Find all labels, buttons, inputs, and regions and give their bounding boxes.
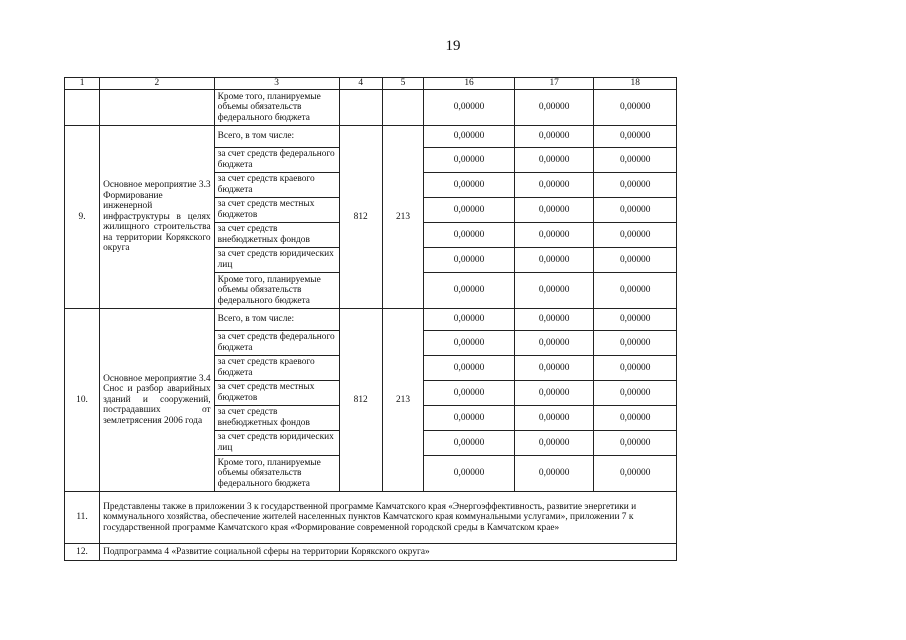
funding-source-cell: Всего, в том числе: <box>214 309 339 331</box>
value-cell-17: 0,00000 <box>514 406 593 431</box>
value-cell-18: 0,00000 <box>594 406 677 431</box>
empty-cell <box>382 90 423 126</box>
activity-description: Основное мероприятие 3.3 Формирование инженерной инфраструктуры в целях жилищного строительства на территории Корякского округа <box>100 126 215 309</box>
header-cell: 5 <box>382 78 423 90</box>
value-cell-16: 0,00000 <box>424 331 515 356</box>
budget-table <box>64 77 677 561</box>
value-cell-17: 0,00000 <box>514 173 593 198</box>
value-cell-16: 0,00000 <box>424 126 515 148</box>
table-row <box>65 309 677 331</box>
funding-source-cell: за счет средств федерального бюджета <box>214 331 339 356</box>
funding-source-cell: за счет средств юридических лиц <box>214 431 339 456</box>
value-cell-17: 0,00000 <box>514 126 593 148</box>
value-cell-17: 0,00000 <box>514 331 593 356</box>
funding-source-cell: за счет средств местных бюджетов <box>214 381 339 406</box>
value-cell-17: 0,00000 <box>514 309 593 331</box>
value-cell-16: 0,00000 <box>424 198 515 223</box>
row-number: 9. <box>65 126 100 309</box>
value-cell-16: 0,00000 <box>424 90 515 126</box>
row-number: 11. <box>65 492 100 544</box>
value-cell-18: 0,00000 <box>594 381 677 406</box>
value-cell-16: 0,00000 <box>424 148 515 173</box>
page-number: 19 <box>445 38 461 54</box>
value-cell-17: 0,00000 <box>514 456 593 492</box>
value-cell-17: 0,00000 <box>514 148 593 173</box>
header-cell: 3 <box>214 78 339 90</box>
funding-source-cell: за счет средств краевого бюджета <box>214 356 339 381</box>
row-number: 12. <box>65 544 100 561</box>
table-row <box>65 544 677 561</box>
spanning-text-cell: Представлены также в приложении 3 к государственной программе Камчатского края «Энергоэффективность, развитие энергетики и коммунального хозяйства, обеспечение жителей населенных пунктов Камчатского края коммунальными услугами», приложении 7 к государственной программе Камчатского края «Формирование современной городской среды в Камчатском крае» <box>100 492 677 544</box>
value-cell-17: 0,00000 <box>514 273 593 309</box>
value-cell-16: 0,00000 <box>424 406 515 431</box>
value-cell-16: 0,00000 <box>424 248 515 273</box>
activity-description: Основное мероприятие 3.4 Снос и разбор аварийных зданий и сооружений, пострадавших от землетрясения 2006 года <box>100 309 215 492</box>
value-cell-18: 0,00000 <box>594 431 677 456</box>
value-cell-18: 0,00000 <box>594 173 677 198</box>
value-cell-18: 0,00000 <box>594 223 677 248</box>
value-cell-18: 0,00000 <box>594 273 677 309</box>
funding-source-cell: за счет средств юридических лиц <box>214 248 339 273</box>
value-cell-18: 0,00000 <box>594 309 677 331</box>
value-cell-16: 0,00000 <box>424 456 515 492</box>
code-cell-5: 213 <box>382 126 423 309</box>
table-row <box>65 126 677 148</box>
value-cell-17: 0,00000 <box>514 381 593 406</box>
code-cell-4: 812 <box>339 126 382 309</box>
value-cell-16: 0,00000 <box>424 431 515 456</box>
value-cell-18: 0,00000 <box>594 331 677 356</box>
funding-source-cell: Кроме того, планируемые объемы обязательств федерального бюджета <box>214 456 339 492</box>
value-cell-16: 0,00000 <box>424 381 515 406</box>
value-cell-16: 0,00000 <box>424 309 515 331</box>
funding-source-cell: Кроме того, планируемые объемы обязательств федерального бюджета <box>214 90 339 126</box>
row-number: 10. <box>65 309 100 492</box>
code-cell-5: 213 <box>382 309 423 492</box>
funding-source-cell: Кроме того, планируемые объемы обязательств федерального бюджета <box>214 273 339 309</box>
value-cell-18: 0,00000 <box>594 356 677 381</box>
value-cell-18: 0,00000 <box>594 148 677 173</box>
header-cell: 16 <box>424 78 515 90</box>
funding-source-cell: за счет средств местных бюджетов <box>214 198 339 223</box>
value-cell-18: 0,00000 <box>594 90 677 126</box>
header-cell: 1 <box>65 78 100 90</box>
funding-source-cell: за счет средств внебюджетных фондов <box>214 406 339 431</box>
code-cell-4: 812 <box>339 309 382 492</box>
value-cell-16: 0,00000 <box>424 173 515 198</box>
empty-cell <box>100 90 215 126</box>
funding-source-cell: Всего, в том числе: <box>214 126 339 148</box>
empty-cell <box>339 90 382 126</box>
value-cell-16: 0,00000 <box>424 223 515 248</box>
table-row <box>65 492 677 544</box>
header-cell: 18 <box>594 78 677 90</box>
value-cell-17: 0,00000 <box>514 248 593 273</box>
value-cell-18: 0,00000 <box>594 198 677 223</box>
funding-source-cell: за счет средств краевого бюджета <box>214 173 339 198</box>
empty-cell <box>65 90 100 126</box>
subprogram-title-cell: Подпрограмма 4 «Развитие социальной сферы на территории Корякского округа» <box>100 544 677 561</box>
table-body <box>65 78 677 561</box>
value-cell-18: 0,00000 <box>594 248 677 273</box>
value-cell-18: 0,00000 <box>594 126 677 148</box>
funding-source-cell: за счет средств федерального бюджета <box>214 148 339 173</box>
value-cell-17: 0,00000 <box>514 198 593 223</box>
value-cell-17: 0,00000 <box>514 90 593 126</box>
header-row <box>65 78 677 90</box>
header-cell: 4 <box>339 78 382 90</box>
funding-source-cell: за счет средств внебюджетных фондов <box>214 223 339 248</box>
value-cell-18: 0,00000 <box>594 456 677 492</box>
header-cell: 17 <box>514 78 593 90</box>
value-cell-17: 0,00000 <box>514 356 593 381</box>
value-cell-16: 0,00000 <box>424 356 515 381</box>
header-cell: 2 <box>100 78 215 90</box>
continuation-row <box>65 90 677 126</box>
value-cell-17: 0,00000 <box>514 223 593 248</box>
value-cell-17: 0,00000 <box>514 431 593 456</box>
value-cell-16: 0,00000 <box>424 273 515 309</box>
